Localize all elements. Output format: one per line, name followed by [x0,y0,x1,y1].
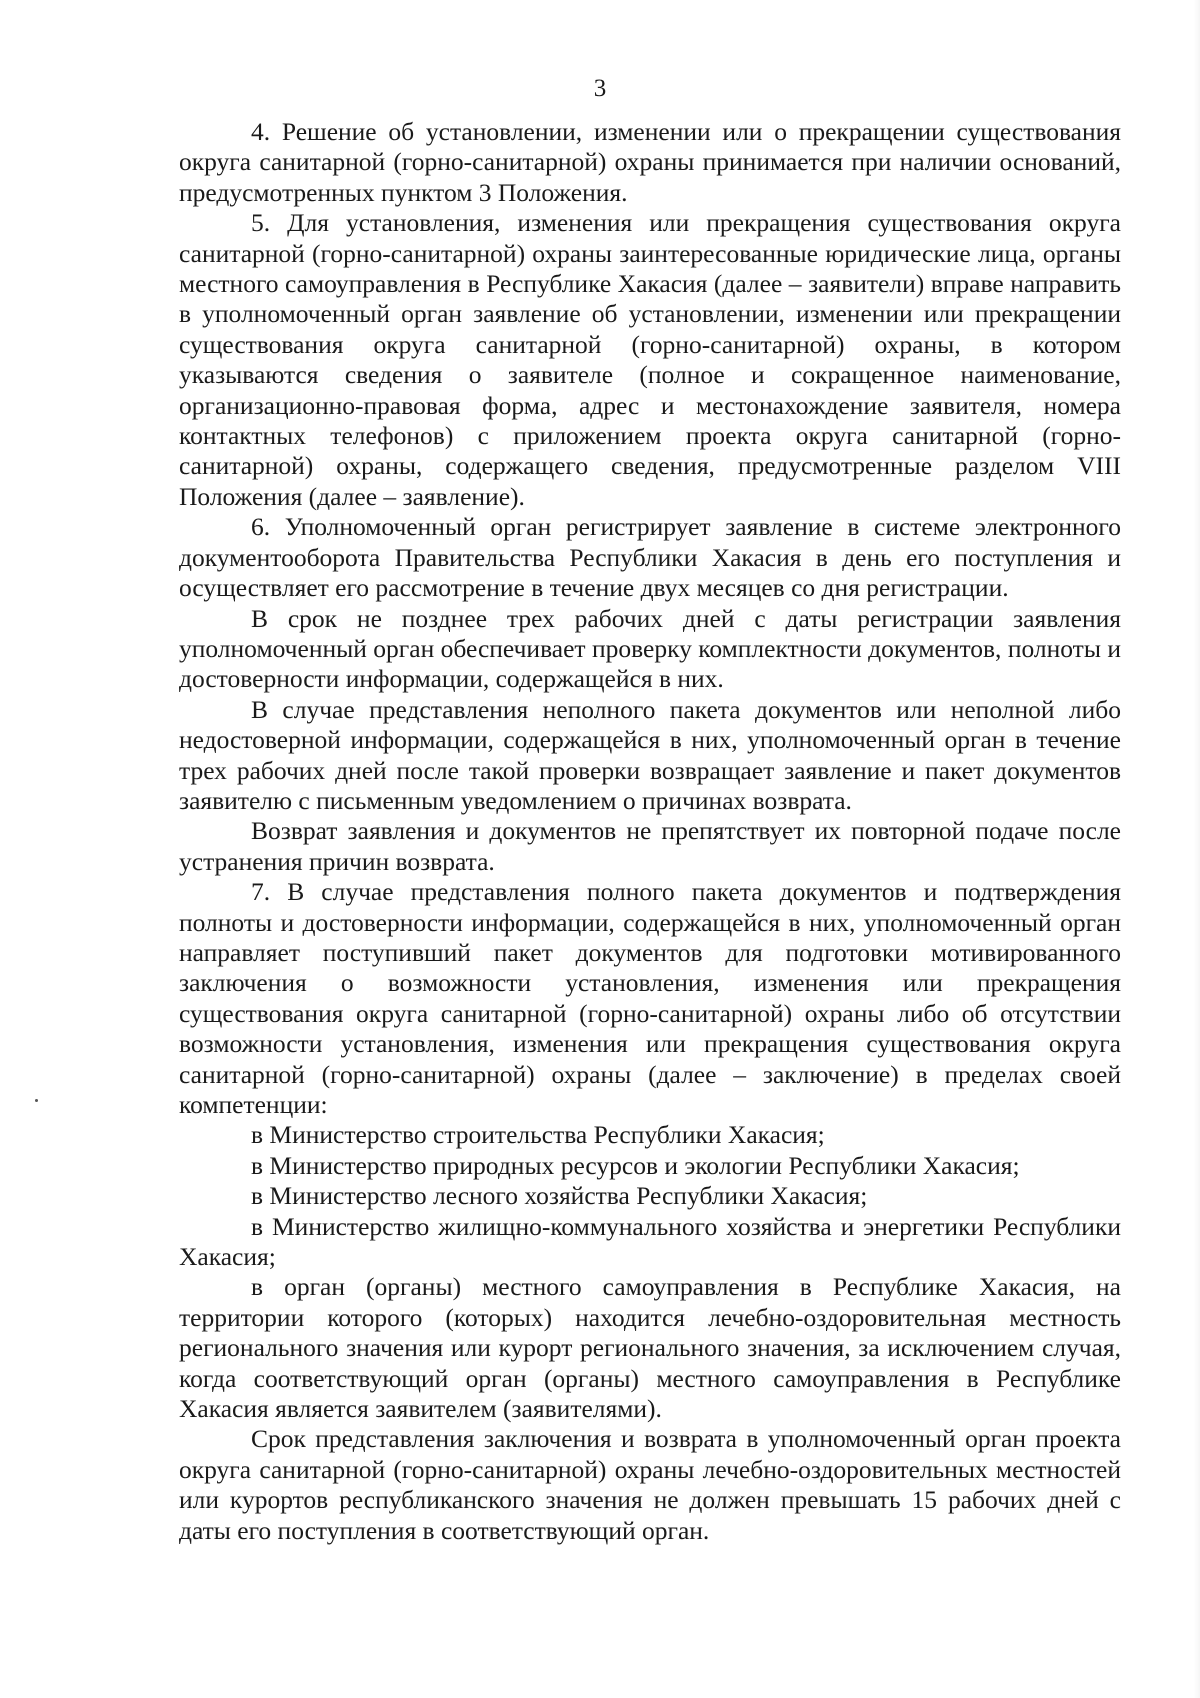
paragraph-incomplete-package: В случае представления неполного пакета документов или неполной либо недостоверной информации, содержащейся в них, уполномоченный орган в течение трех рабочих дней после такой проверки возвращает заявление и пакет документов заявителю с письменным уведомлением о причинах возврата. [179,694,1121,815]
page-number: 3 [593,75,607,102]
list-item-ministry-forestry: в Министерство лесного хозяйства Республики Хакасия; [251,1181,868,1211]
document-body [179,117,1121,1546]
scan-edge-shadow [1194,0,1200,1698]
paragraph-conclusion-deadline: Срок представления заключения и возврата в уполномоченный орган проекта округа санитарной (горно-санитарной) охраны лечебно-оздоровительных местностей или курортов республиканского значения не должен превышать 15 рабочих дней с даты его поступления в соответствующий орган. [179,1424,1121,1545]
paragraph-item-7: 7. В случае представления полного пакета документов и подтверждения полноты и достоверности информации, содержащейся в них, уполномоченный орган направляет поступивший пакет документов для подготовки мотивированного заключения о возможности установления, изменения или прекращения существования округа санитарной (горно-санитарной) охраны либо об отсутствии возможности установления, изменения или прекращения существования округа санитарной (горно-санитарной) охраны (далее – заключение) в пределах своей компетенции: [179,877,1121,1119]
list-item-local-government: в орган (органы) местного самоуправления в Республике Хакасия, на территории которого (которых) находится лечебно-оздоровительная местность регионального значения или курорт регионального значения, за исключением случая, когда соответствующий орган (органы) местного самоуправления в Республике Хакасия является заявителем (заявителями). [179,1272,1121,1424]
list-item-ministry-natural-resources: в Министерство природных ресурсов и экологии Республики Хакасия; [251,1150,1020,1180]
scan-speck [35,1099,38,1102]
list-item-ministry-construction: в Министерство строительства Республики Хакасия; [251,1120,825,1150]
paragraph-resubmission: Возврат заявления и документов не препятствует их повторной подаче после устранения причин возврата. [179,816,1121,876]
paragraph-item-4: 4. Решение об установлении, изменении или о прекращении существования округа санитарной (горно-санитарной) охраны принимается при наличии оснований, предусмотренных пунктом 3 Положения. [179,117,1121,207]
list-item-ministry-housing-energy: в Министерство жилищно-коммунального хозяйства и энергетики Республики Хакасия; [179,1211,1121,1272]
paragraph-item-5: 5. Для установления, изменения или прекращения существования округа санитарной (горно-санитарной) охраны заинтересованные юридические лица, органы местного самоуправления в Республике Хакасия (далее – заявители) вправе направить в уполномоченный орган заявление об установлении, изменении или прекращении существования округа санитарной (горно-санитарной) охраны, в котором указываются сведения о заявителе (полное и сокращенное наименование, организационно-правовая форма, адрес и местонахождение заявителя, номера контактных телефонов) с приложением проекта округа санитарной (горно-санитарной) охраны, содержащего сведения, предусмотренные разделом VIII Положения (далее – заявление). [179,208,1121,511]
paragraph-verification-deadline: В срок не позднее трех рабочих дней с даты регистрации заявления уполномоченный орган обеспечивает проверку комплектности документов, полноты и достоверности информации, содержащейся в них. [179,603,1121,694]
paragraph-item-6: 6. Уполномоченный орган регистрирует заявление в системе электронного документооборота Правительства Республики Хакасия в день его поступления и осуществляет его рассмотрение в течение двух месяцев со дня регистрации. [179,512,1121,603]
